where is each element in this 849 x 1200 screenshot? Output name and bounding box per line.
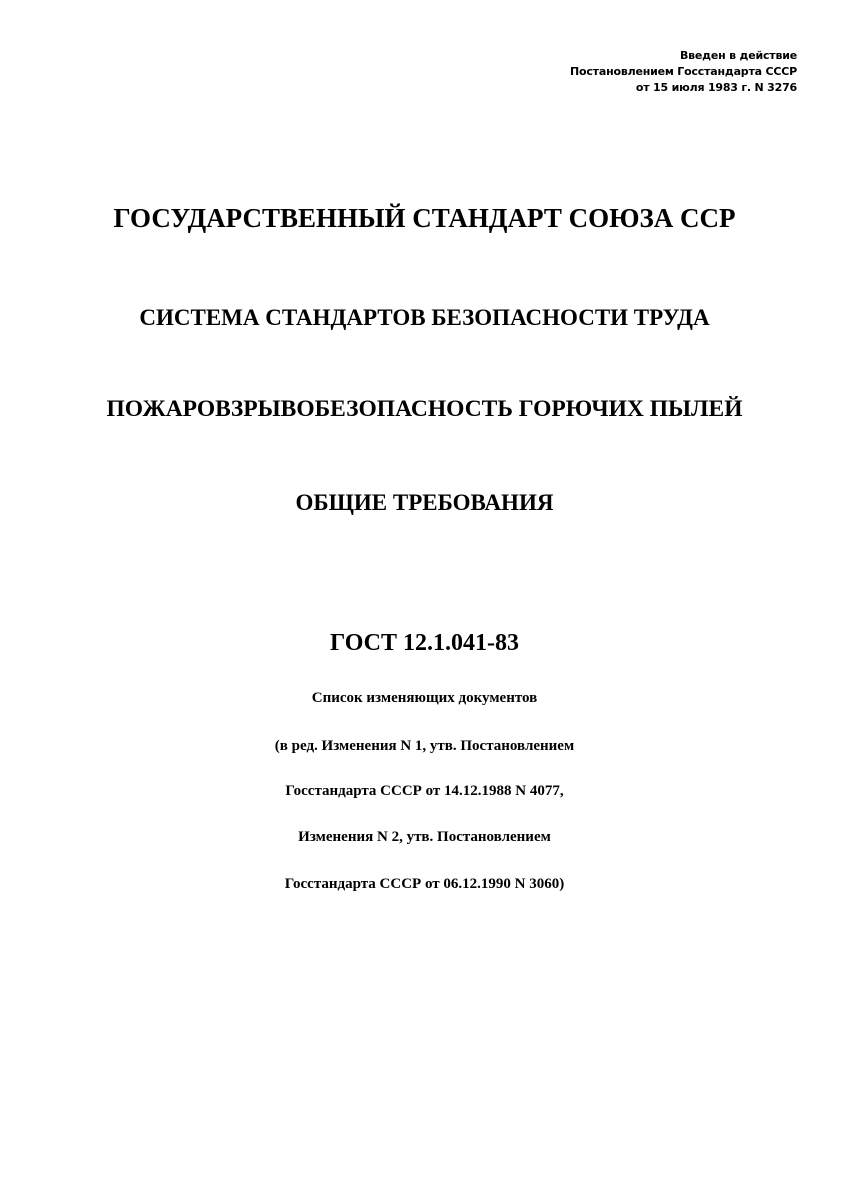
- system-title: СИСТЕМА СТАНДАРТОВ БЕЗОПАСНОСТИ ТРУДА: [139, 305, 710, 330]
- enactment-line-3: от 15 июля 1983 г. N 3276: [635, 81, 797, 94]
- gost-number: ГОСТ 12.1.041-83: [330, 630, 519, 656]
- amendment-line: (в ред. Изменения N 1, утв. Постановлением: [274, 738, 575, 754]
- state-standard-title: ГОСУДАРСТВЕННЫЙ СТАНДАРТ СОЮЗА ССР: [113, 203, 736, 233]
- general-requirements-title: ОБЩИЕ ТРЕБОВАНИЯ: [295, 490, 554, 515]
- amendment-line: Госстандарта СССР от 14.12.1988 N 4077,: [285, 783, 564, 799]
- amendment-line: Госстандарта СССР от 06.12.1990 N 3060): [284, 876, 565, 892]
- enactment-note: [570, 48, 797, 96]
- amendment-line: Изменения N 2, утв. Постановлением: [298, 829, 551, 845]
- subject-title: ПОЖАРОВЗРЫВОБЕЗОПАСНОСТЬ ГОРЮЧИХ ПЫЛЕЙ: [106, 396, 743, 422]
- enactment-line-2: Постановлением Госстандарта СССР: [569, 65, 797, 78]
- enactment-line-1: Введен в действие: [679, 49, 797, 62]
- amendments-heading: Список изменяющих документов: [311, 690, 538, 706]
